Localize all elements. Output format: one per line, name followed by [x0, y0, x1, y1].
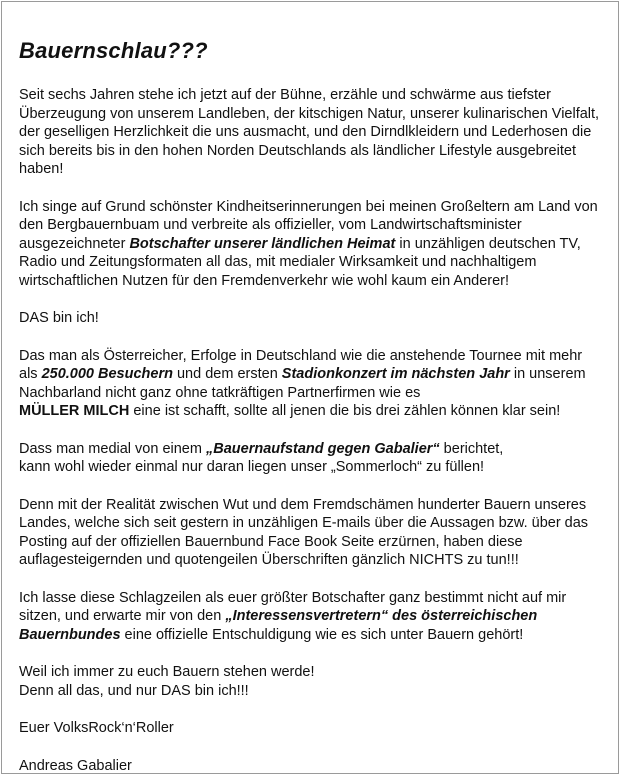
text-run: ausgezeichneter — [19, 235, 130, 252]
paragraph-stand-with — [19, 663, 602, 700]
text-run: in unserem — [509, 366, 586, 382]
paragraph-apology — [19, 589, 602, 645]
emphasis-bauernbund: Bauernbundes — [19, 626, 121, 643]
text-line: Seit sechs Jahren stehe ich jetzt auf der Bühne, erzähle und schwärme aus tiefster — [19, 87, 551, 103]
text-run: und dem ersten — [172, 366, 282, 382]
text-line: auflagesteigernden und quotengeilen Überschriften gänzlich NICHTS zu tun!!! — [19, 552, 519, 568]
text-line: wirtschaftlichen Nutzen für den Fremdenverkehr wie wohl kaum ein Anderer! — [19, 272, 510, 289]
text-run: als — [19, 366, 42, 382]
text-run: Dass man medial von einem — [19, 440, 206, 457]
closing-line: Euer VolksRock‘n‘Roller — [19, 720, 174, 736]
paragraph-ambassador — [19, 198, 602, 291]
letter-page — [1, 1, 619, 774]
emphasis-representatives: „Interessensvertretern“ des österreichischen — [225, 608, 538, 624]
text-line: kann wohl wieder einmal nur daran liegen unser „Sommerloch“ zu füllen! — [19, 459, 485, 475]
text-line: Nachbarland nicht ganz ohne tatkräftigen Partnerfirmen wie es — [19, 384, 421, 401]
text-line: Posting auf der offiziellen Bauernbund Face Book Seite erzürnen, haben diese — [19, 533, 523, 550]
text-line: Ich lasse diese Schlagzeilen als euer größter Botschafter ganz bestimmt nicht auf mir — [19, 589, 567, 606]
emphasis-mueller-milch: MÜLLER MILCH — [19, 403, 130, 419]
text-line: Ich singe auf Grund schönster Kindheitserinnerungen bei meinen Großeltern am Land von — [19, 198, 598, 215]
text-line: Weil ich immer zu euch Bauern stehen werde! — [19, 664, 315, 680]
text-line: Landes, welche sich seit gestern in unzähligen E-mails über die Aussagen bzw. über das — [19, 515, 589, 531]
text-run: sitzen, und erwarte mir von den — [19, 608, 226, 624]
emphasis-ambassador: Botschafter unserer ländlichen Heimat — [129, 235, 396, 252]
emphasis-visitors: 250.000 Besuchern — [41, 366, 173, 382]
text-line: haben! — [19, 161, 64, 177]
paragraph-media — [19, 440, 602, 477]
paragraph-intro — [19, 86, 602, 179]
text-run: in unzähligen deutschen TV, — [395, 235, 581, 252]
emphasis-headline: „Bauernaufstand gegen Gabalier“ — [205, 440, 440, 457]
text-line: Das man als Österreicher, Erfolge in Deutschland wie die anstehende Tournee mit mehr — [19, 347, 583, 364]
text-line: Denn mit der Realität zwischen Wut und dem Fremdschämen hunderter Bauern unseres — [19, 496, 587, 513]
paragraph-success — [19, 347, 602, 421]
text-line: der geselligen Herzlichkeit die uns ausmacht, und den Dirndlkleidern und Lederhosen die — [19, 124, 592, 140]
text-run: eine offizielle Entschuldigung wie es sich unter Bauern gehört! — [120, 626, 524, 643]
paragraph-reality — [19, 496, 602, 570]
text-line: den Bergbauernbuam und verbreite als offizieller, vom Landwirtschaftsminister — [19, 217, 522, 233]
text-line: Radio und Zeitungsformaten all das, mit medialer Wirksamkeit und nachhaltigem — [19, 254, 537, 270]
paragraph-das-bin-ich: DAS bin ich! — [19, 310, 99, 326]
letter-title: Bauernschlau??? — [19, 38, 208, 63]
text-line: Überzeugung von unserem Landleben, der kitschigen Natur, unserer kulinarischen Vielfalt, — [19, 105, 600, 122]
text-run: berichtet, — [439, 440, 504, 457]
emphasis-stadium: Stadionkonzert im nächsten Jahr — [281, 366, 510, 382]
text-run: eine ist schafft, sollte all jenen die bis drei zählen können klar sein! — [129, 403, 561, 419]
text-line: Denn all das, und nur DAS bin ich!!! — [19, 682, 249, 699]
text-line: sich bereits bis in den hohen Norden Deutschlands als ländlicher Lifestyle ausgebreitet — [19, 142, 576, 159]
signature-name: Andreas Gabalier — [19, 757, 132, 774]
